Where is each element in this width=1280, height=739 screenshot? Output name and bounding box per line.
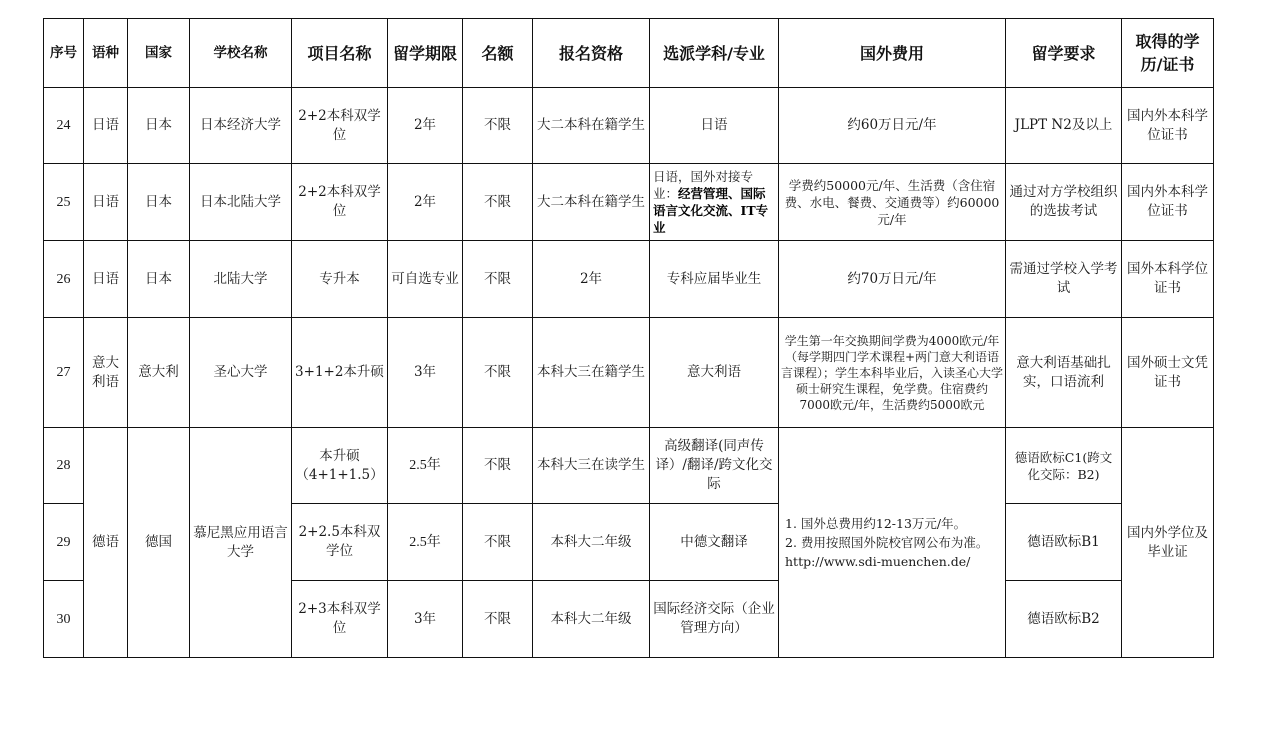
cell-school: 日本北陆大学 <box>190 164 292 241</box>
cell-school: 圣心大学 <box>190 318 292 428</box>
header-country: 国家 <box>128 19 190 88</box>
header-major: 选派学科/专业 <box>650 19 779 88</box>
cell-major: 专科应届毕业生 <box>650 241 779 318</box>
cell-school: 北陆大学 <box>190 241 292 318</box>
cell-duration: 3年 <box>388 581 463 658</box>
cell-no: 29 <box>44 504 84 581</box>
fee-line-2: 2. 费用按照国外院校官网公布为准。 http://www.sdi-muenchen.de/ <box>785 535 989 569</box>
header-row <box>44 19 1214 88</box>
cell-major <box>650 164 779 241</box>
cell-requirement: 德语欧标B2 <box>1006 581 1122 658</box>
cell-country: 意大利 <box>128 318 190 428</box>
cell-fee: 学生第一年交换期间学费为4000欧元/年（每学期四门学术课程+两门意大利语语言课程）；学生本科毕业后，入读圣心大学硕士研究生课程，免学费。住宿费约7000欧元/年，生活费约5000欧元 <box>779 318 1006 428</box>
cell-no: 28 <box>44 428 84 504</box>
cell-quota: 不限 <box>463 318 533 428</box>
cell-language: 德语 <box>84 428 128 658</box>
header-fee: 国外费用 <box>779 19 1006 88</box>
cell-language: 日语 <box>84 241 128 318</box>
cell-project: 2+2本科双学位 <box>292 164 388 241</box>
cell-major: 意大利语 <box>650 318 779 428</box>
cell-quota: 不限 <box>463 428 533 504</box>
cell-country: 日本 <box>128 164 190 241</box>
cell-major: 国际经济交际（企业管理方向） <box>650 581 779 658</box>
cell-project <box>292 428 388 504</box>
cell-certificate: 国外本科学位证书 <box>1122 241 1214 318</box>
cell-no: 30 <box>44 581 84 658</box>
major-prefix: 日语，国外对接专业： <box>653 169 754 201</box>
cell-quota: 不限 <box>463 504 533 581</box>
cell-eligibility: 大二本科在籍学生 <box>533 88 650 164</box>
header-project: 项目名称 <box>292 19 388 88</box>
table-row-27 <box>44 318 1214 428</box>
cell-fee <box>779 428 1006 658</box>
project-line-2: （4+1+1.5） <box>295 466 384 483</box>
cell-eligibility: 2年 <box>533 241 650 318</box>
cell-fee: 约70万日元/年 <box>779 241 1006 318</box>
cell-fee: 约60万日元/年 <box>779 88 1006 164</box>
cell-project: 2+2本科双学位 <box>292 88 388 164</box>
cell-quota: 不限 <box>463 241 533 318</box>
cell-major: 中德文翻译 <box>650 504 779 581</box>
cell-requirement: 需通过学校入学考试 <box>1006 241 1122 318</box>
cell-no: 25 <box>44 164 84 241</box>
cell-duration: 2年 <box>388 164 463 241</box>
fee-line-1: 1. 国外总费用约12-13万元/年。 <box>785 516 967 531</box>
cell-requirement: 德语欧标C1(跨文化交际：B2) <box>1006 428 1122 504</box>
cell-major: 日语 <box>650 88 779 164</box>
header-requirement: 留学要求 <box>1006 19 1122 88</box>
cell-school: 慕尼黑应用语言大学 <box>190 428 292 658</box>
cell-quota: 不限 <box>463 164 533 241</box>
cell-no: 26 <box>44 241 84 318</box>
cell-project: 2+3本科双学位 <box>292 581 388 658</box>
cell-language: 意大利语 <box>84 318 128 428</box>
project-line-1: 本升硕 <box>319 447 360 464</box>
table-row-25 <box>44 164 1214 241</box>
cell-project: 2+2.5本科双学位 <box>292 504 388 581</box>
header-certificate: 取得的学历/证书 <box>1122 19 1214 88</box>
cell-duration: 3年 <box>388 318 463 428</box>
header-duration: 留学期限 <box>388 19 463 88</box>
header-no: 序号 <box>44 19 84 88</box>
cell-no: 24 <box>44 88 84 164</box>
cell-no: 27 <box>44 318 84 428</box>
cell-duration: 可自选专业 <box>388 241 463 318</box>
cell-certificate: 国外硕士文凭证书 <box>1122 318 1214 428</box>
table-row-24 <box>44 88 1214 164</box>
cell-major: 高级翻译(同声传译）/翻译/跨文化交际 <box>650 428 779 504</box>
header-quota: 名额 <box>463 19 533 88</box>
cell-duration: 2.5年 <box>388 428 463 504</box>
cell-language: 日语 <box>84 164 128 241</box>
cell-certificate: 国内外学位及毕业证 <box>1122 428 1214 658</box>
cell-project: 3+1+2本升硕 <box>292 318 388 428</box>
cell-requirement: JLPT N2及以上 <box>1006 88 1122 164</box>
cell-certificate: 国内外本科学位证书 <box>1122 164 1214 241</box>
cell-eligibility: 本科大二年级 <box>533 581 650 658</box>
cell-country: 日本 <box>128 88 190 164</box>
major-bold-list: 经营管理、国际语言文化交流、IT专业 <box>653 186 769 235</box>
table-row-26 <box>44 241 1214 318</box>
cell-language: 日语 <box>84 88 128 164</box>
cell-fee: 学费约50000元/年、生活费（含住宿费、水电、餐费、交通费等）约60000元/年 <box>779 164 1006 241</box>
cell-eligibility: 大二本科在籍学生 <box>533 164 650 241</box>
header-school: 学校名称 <box>190 19 292 88</box>
cell-project: 专升本 <box>292 241 388 318</box>
cell-certificate: 国内外本科学位证书 <box>1122 88 1214 164</box>
table-row-28 <box>44 428 1214 504</box>
cell-quota: 不限 <box>463 581 533 658</box>
header-language: 语种 <box>84 19 128 88</box>
cell-requirement: 意大利语基础扎实，口语流利 <box>1006 318 1122 428</box>
cell-eligibility: 本科大三在籍学生 <box>533 318 650 428</box>
cell-duration: 2年 <box>388 88 463 164</box>
cell-requirement: 德语欧标B1 <box>1006 504 1122 581</box>
cell-requirement: 通过对方学校组织的选拔考试 <box>1006 164 1122 241</box>
program-table <box>43 18 1214 658</box>
cell-duration: 2.5年 <box>388 504 463 581</box>
cell-school: 日本经济大学 <box>190 88 292 164</box>
cell-eligibility: 本科大三在读学生 <box>533 428 650 504</box>
cell-eligibility: 本科大二年级 <box>533 504 650 581</box>
cell-quota: 不限 <box>463 88 533 164</box>
header-eligibility: 报名资格 <box>533 19 650 88</box>
cell-country: 日本 <box>128 241 190 318</box>
cell-country: 德国 <box>128 428 190 658</box>
